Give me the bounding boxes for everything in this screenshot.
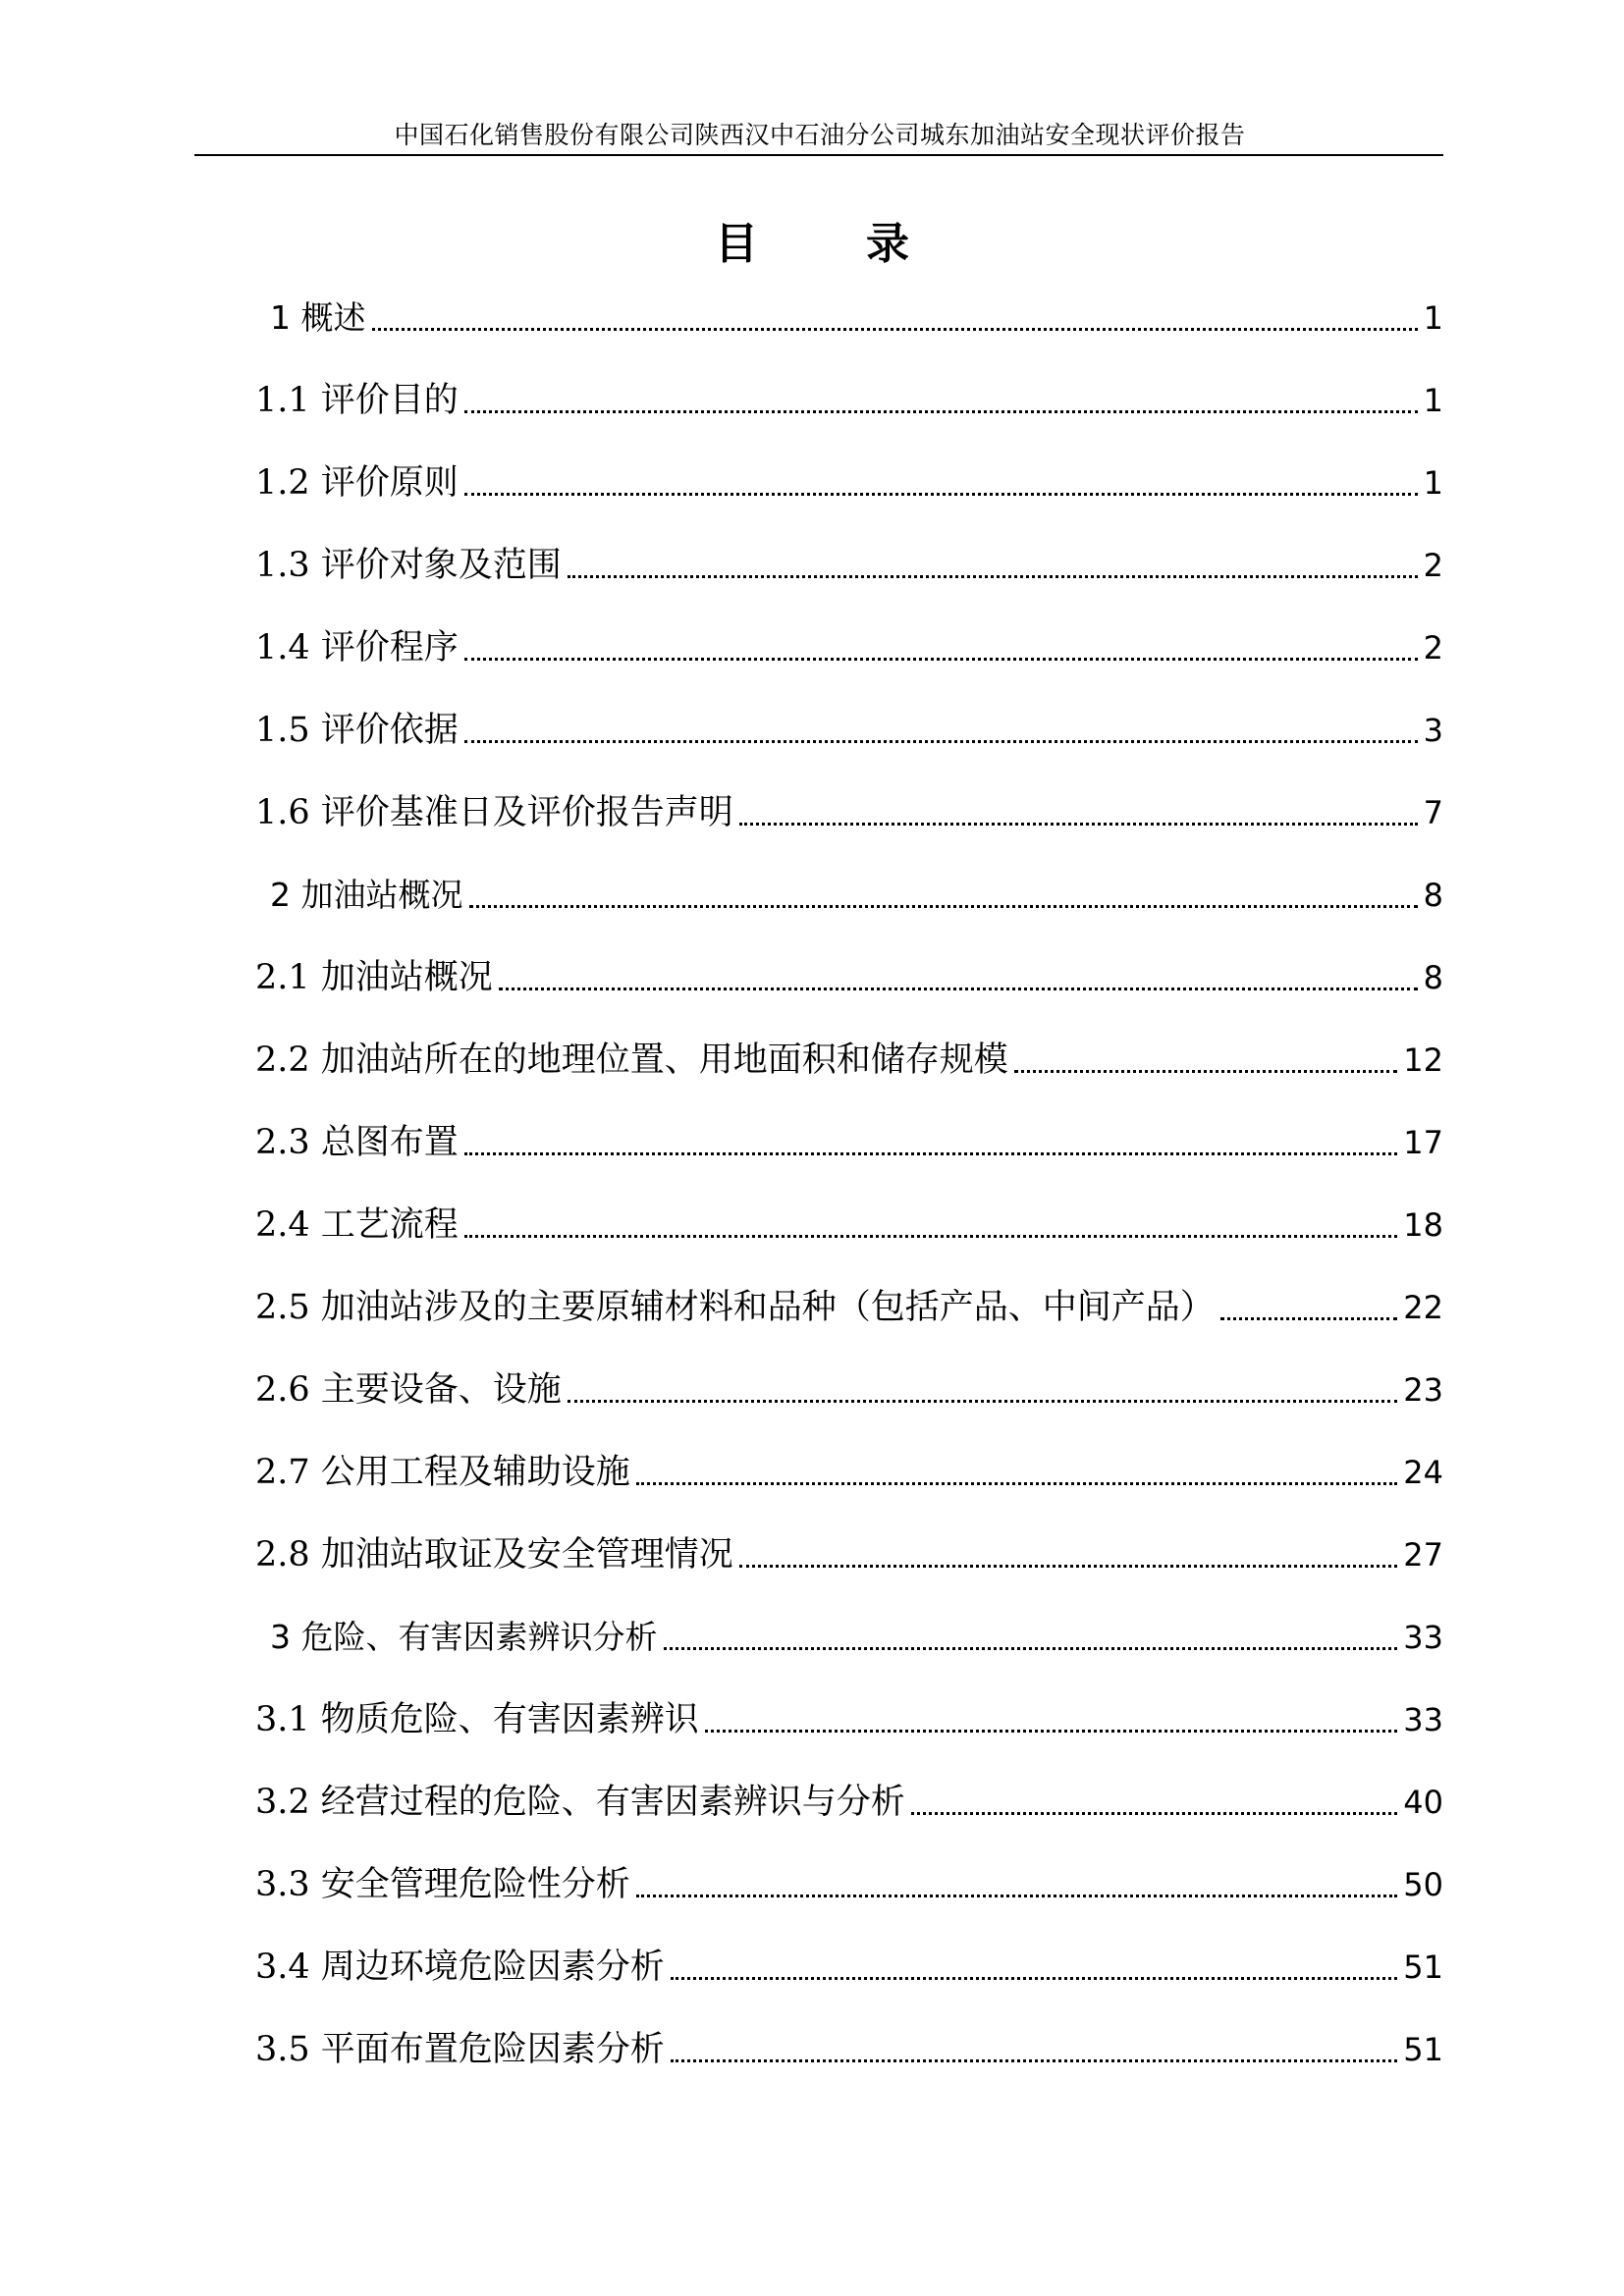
toc-entry-label: 2.3 总图布置 — [255, 1123, 459, 1162]
toc-entry[interactable] — [255, 459, 1443, 507]
toc-entry[interactable] — [255, 789, 1443, 836]
toc-entry-page-number: 27 — [1403, 1536, 1443, 1574]
toc-dot-leader — [671, 1977, 1397, 1980]
toc-dot-leader — [911, 1812, 1397, 1815]
toc-dot-leader — [464, 410, 1418, 413]
toc-entry-label: 3 危险、有害因素辨识分析 — [270, 1618, 658, 1656]
toc-entry-page-number: 22 — [1403, 1289, 1443, 1326]
toc-dot-leader — [671, 2059, 1397, 2062]
toc-entry-label: 3.1 物质危险、有害因素辨识 — [255, 1700, 699, 1739]
toc-entry-page-number: 8 — [1423, 877, 1443, 914]
toc-entry-label: 1.6 评价基准日及评价报告声明 — [255, 793, 733, 832]
toc-entry-label: 2.1 加油站概况 — [255, 958, 493, 997]
toc-entry-page-number: 12 — [1403, 1041, 1443, 1079]
toc-entry[interactable] — [255, 1531, 1443, 1578]
toc-dot-leader — [664, 1647, 1398, 1650]
toc-entry[interactable] — [255, 1779, 1443, 1826]
toc-dot-leader — [499, 988, 1418, 990]
toc-dot-leader — [568, 575, 1418, 578]
toc-entry[interactable] — [255, 1861, 1443, 1908]
toc-entry-page-number: 17 — [1403, 1124, 1443, 1161]
toc-entry[interactable] — [270, 872, 1443, 919]
toc-dot-leader — [705, 1730, 1397, 1733]
toc-entry[interactable] — [255, 624, 1443, 671]
toc-entry-page-number: 18 — [1403, 1206, 1443, 1244]
toc-entry-label: 1.4 评价程序 — [255, 628, 459, 667]
toc-dot-leader — [636, 1895, 1397, 1897]
toc-entry-page-number: 3 — [1423, 712, 1443, 749]
toc-entry[interactable] — [255, 1696, 1443, 1743]
toc-entry-label: 1 概述 — [270, 298, 366, 337]
toc-dot-leader — [464, 1235, 1397, 1238]
toc-entry-label: 2.4 工艺流程 — [255, 1205, 459, 1245]
toc-title-part2: 录 — [866, 219, 909, 269]
toc-entry-page-number: 2 — [1423, 547, 1443, 584]
toc-entry-label: 3.4 周边环境危险因素分析 — [255, 1948, 665, 1987]
toc-entry-page-number: 23 — [1403, 1371, 1443, 1409]
toc-entry-page-number: 7 — [1423, 794, 1443, 831]
toc-entry[interactable] — [255, 1449, 1443, 1496]
toc-dot-leader — [739, 823, 1418, 826]
toc-entry[interactable] — [255, 1119, 1443, 1166]
toc-dot-leader — [464, 493, 1418, 496]
toc-entry-page-number: 2 — [1423, 629, 1443, 667]
toc-entry-label: 2 加油站概况 — [270, 876, 463, 914]
toc-dot-leader — [372, 328, 1418, 331]
toc-entry-label: 3.5 平面布置危险因素分析 — [255, 2030, 665, 2069]
toc-entry-page-number: 8 — [1423, 959, 1443, 996]
toc-entry[interactable] — [255, 1944, 1443, 1991]
toc-entry-page-number: 40 — [1403, 1784, 1443, 1821]
toc-entry[interactable] — [255, 707, 1443, 754]
toc-dot-leader — [739, 1565, 1397, 1568]
toc-entry-label: 3.3 安全管理危险性分析 — [255, 1865, 630, 1904]
toc-entry-page-number: 33 — [1403, 1619, 1443, 1656]
toc-entry-page-number: 24 — [1403, 1454, 1443, 1491]
toc-entry[interactable] — [255, 954, 1443, 1001]
toc-entry[interactable] — [270, 294, 1443, 342]
toc-entry[interactable] — [270, 1614, 1443, 1661]
toc-entry-page-number: 1 — [1423, 382, 1443, 419]
toc-entry-label: 2.5 加油站涉及的主要原辅材料和品种（包括产品、中间产品） — [255, 1288, 1215, 1327]
toc-entry-page-number: 51 — [1403, 1949, 1443, 1986]
toc-dot-leader — [464, 1152, 1397, 1155]
toc-entry-page-number: 50 — [1403, 1866, 1443, 1903]
toc-title-part1: 目 — [715, 219, 758, 269]
toc-entry-label: 1.1 评价目的 — [255, 381, 459, 420]
toc-entry[interactable] — [255, 377, 1443, 424]
toc-entry-page-number: 1 — [1423, 299, 1443, 337]
toc-dot-leader — [636, 1482, 1397, 1485]
toc-entry-label: 2.8 加油站取证及安全管理情况 — [255, 1535, 733, 1575]
toc-entry[interactable] — [255, 1037, 1443, 1084]
toc-entry[interactable] — [255, 1366, 1443, 1414]
toc-dot-leader — [469, 905, 1418, 908]
toc-entry[interactable] — [255, 1284, 1443, 1331]
toc-dot-leader — [464, 740, 1418, 743]
toc-entry-label: 3.2 经营过程的危险、有害因素辨识与分析 — [255, 1783, 905, 1822]
toc-entry[interactable] — [255, 542, 1443, 589]
toc-dot-leader — [568, 1400, 1397, 1403]
toc-entry-page-number: 1 — [1423, 464, 1443, 502]
toc-dot-leader — [1014, 1070, 1397, 1073]
toc-entry-page-number: 51 — [1403, 2031, 1443, 2068]
toc-entry-label: 1.2 评价原则 — [255, 463, 459, 503]
toc-dot-leader — [1220, 1317, 1397, 1320]
toc-entry[interactable] — [255, 1201, 1443, 1249]
toc-entry-label: 1.3 评价对象及范围 — [255, 546, 562, 585]
toc-entry-label: 2.2 加油站所在的地理位置、用地面积和储存规模 — [255, 1041, 1008, 1080]
toc-entry-page-number: 33 — [1403, 1701, 1443, 1738]
toc-dot-leader — [464, 658, 1418, 661]
toc-entry-label: 1.5 评价依据 — [255, 711, 459, 750]
toc-entry[interactable] — [255, 2026, 1443, 2073]
toc-entry-label: 2.6 主要设备、设施 — [255, 1370, 562, 1410]
running-header: 中国石化销售股份有限公司陕西汉中石油分公司城东加油站安全现状评价报告 — [394, 121, 1246, 149]
toc-entry-label: 2.7 公用工程及辅助设施 — [255, 1453, 630, 1492]
